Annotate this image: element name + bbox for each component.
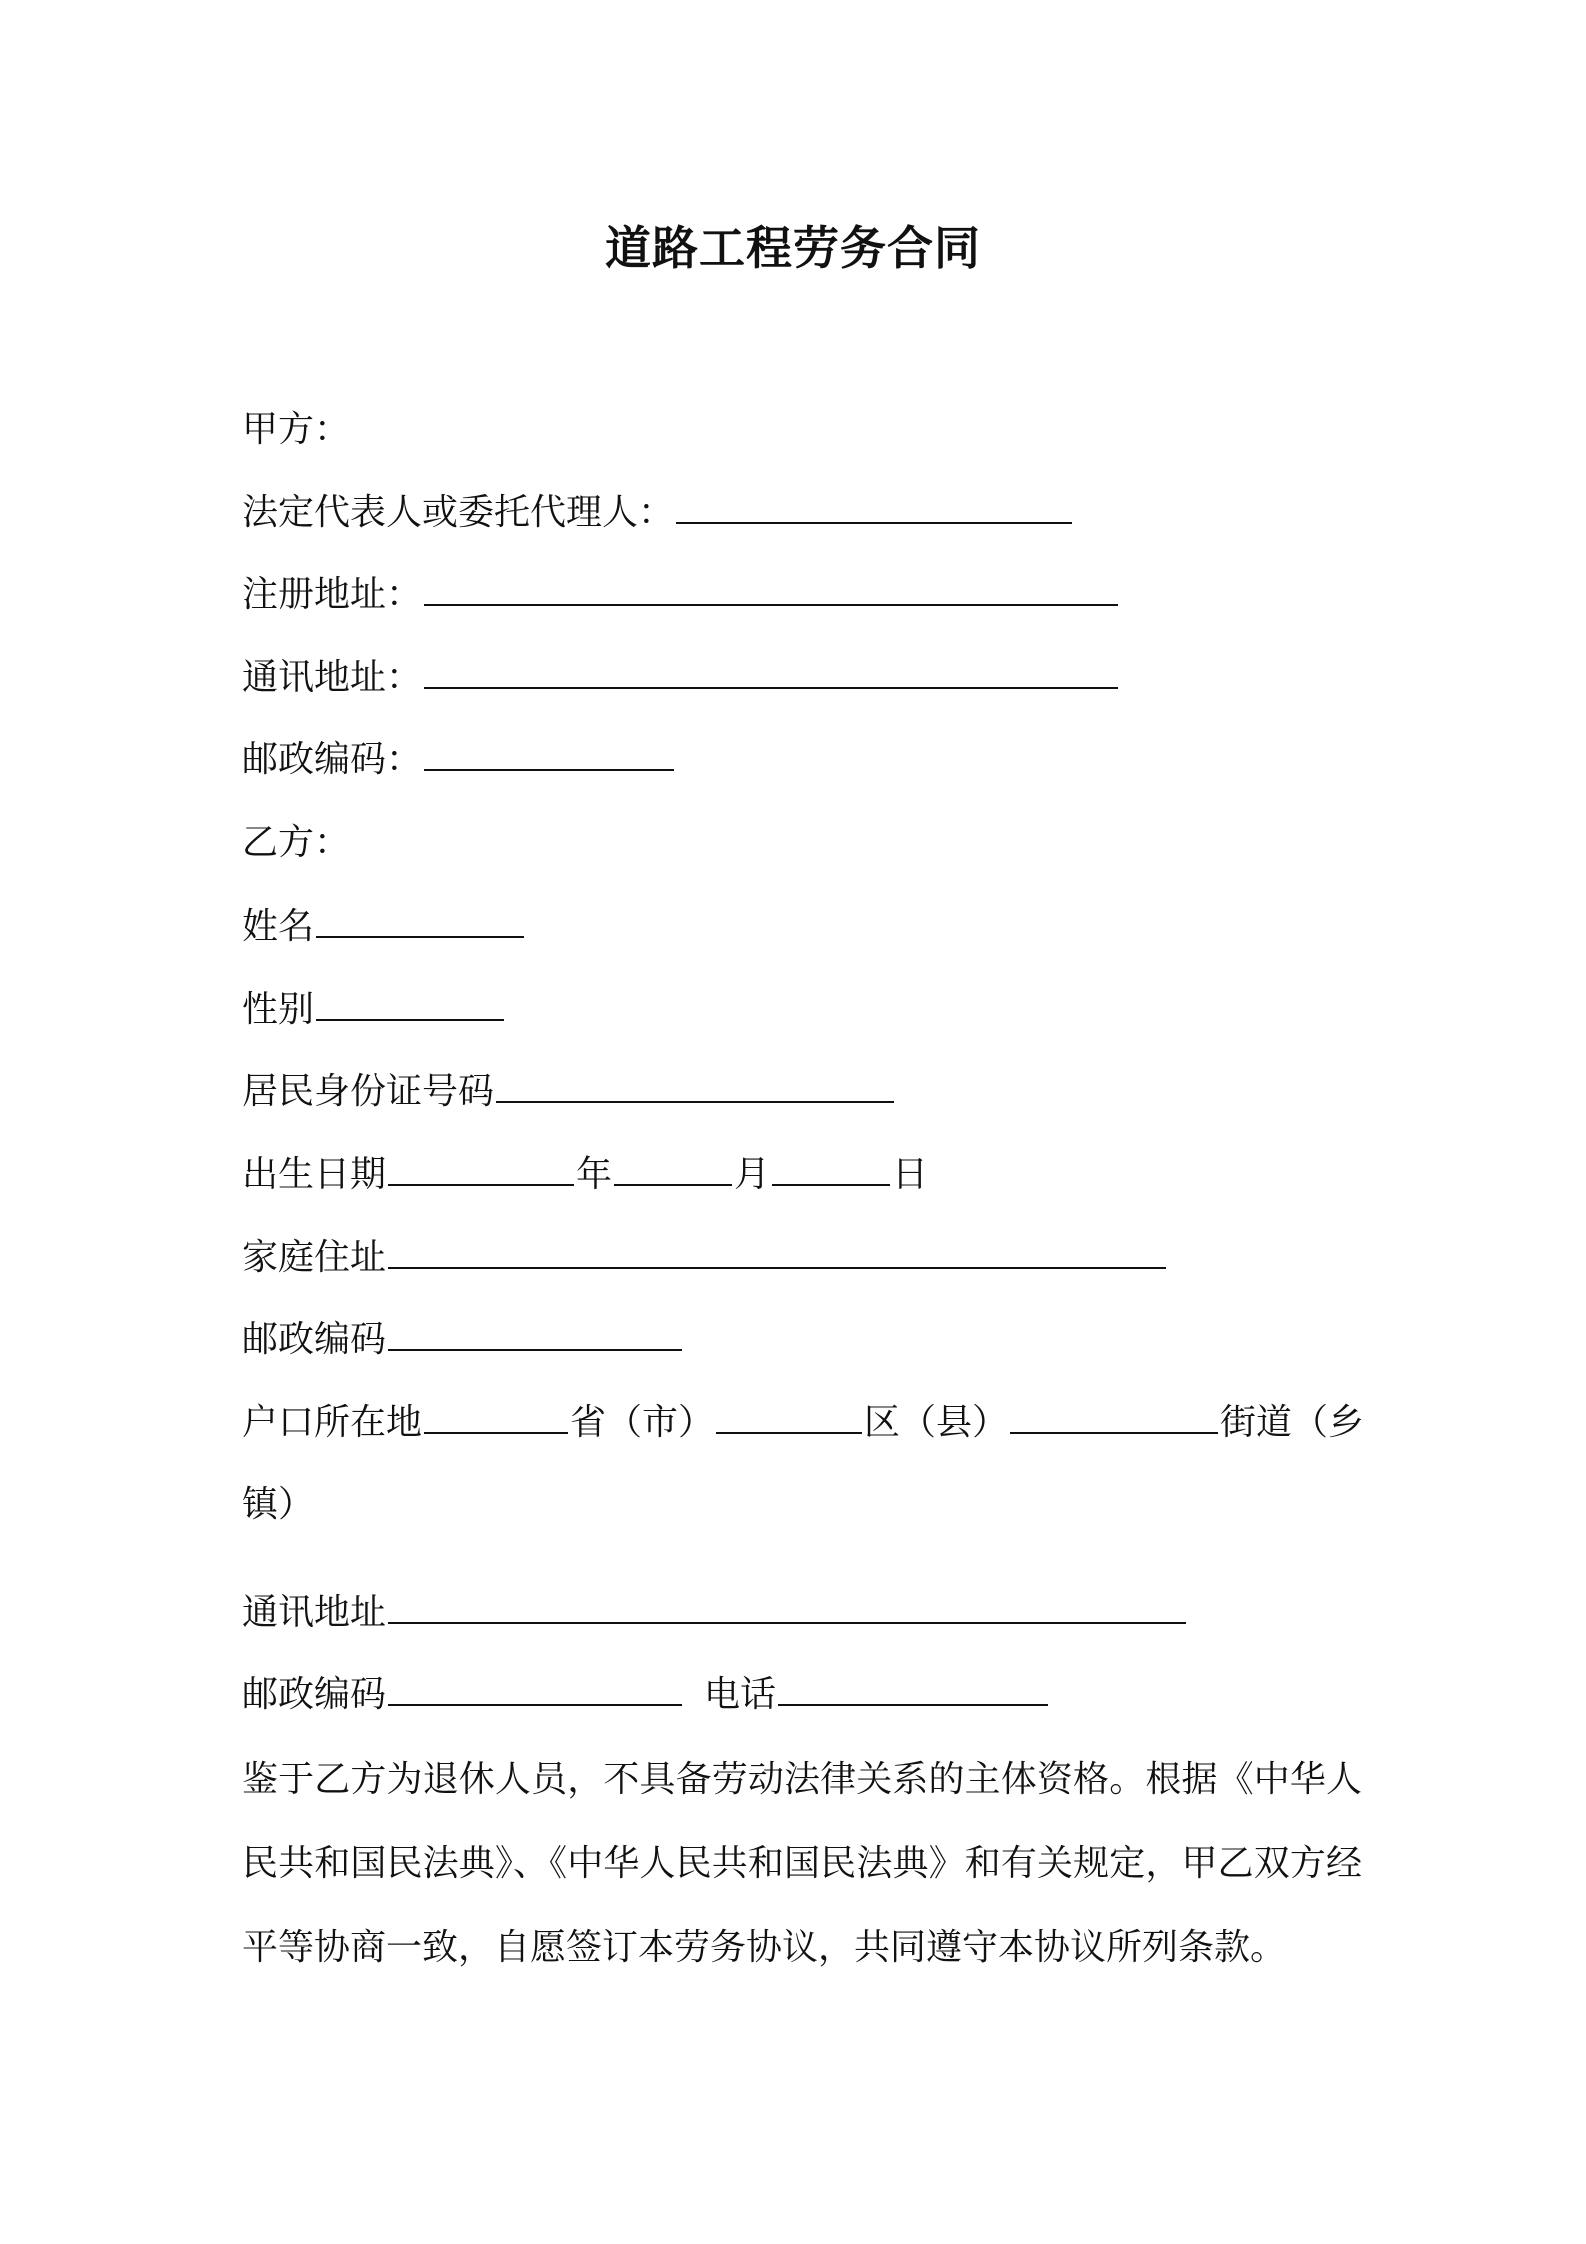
district-label: 区（县） [864, 1402, 1009, 1443]
mailing-address-blank[interactable] [424, 653, 1118, 689]
hukou-label: 户口所在地 [242, 1402, 423, 1443]
party-b-birth-date-row [242, 1150, 928, 1200]
name-label: 姓名 [242, 906, 315, 947]
id-number-blank[interactable] [496, 1067, 894, 1103]
registered-address-blank[interactable] [424, 570, 1118, 606]
home-address-blank[interactable] [388, 1233, 1166, 1269]
party-a-mailing-address-row [242, 653, 1120, 703]
hukou-street-blank[interactable] [1010, 1398, 1218, 1434]
party-b-mailing-address-row [242, 1588, 1188, 1638]
gender-label: 性别 [242, 989, 315, 1030]
party-a-postal-code-row [242, 735, 676, 785]
party-a-representative-row [242, 488, 1074, 538]
phone-blank[interactable] [778, 1670, 1048, 1706]
day-label: 日 [892, 1154, 929, 1195]
hukou-province-blank[interactable] [424, 1398, 568, 1434]
id-number-label: 居民身份证号码 [242, 1071, 495, 1112]
month-label: 月 [734, 1154, 771, 1195]
representative-blank[interactable] [676, 488, 1072, 524]
party-a-registered-address-row [242, 570, 1120, 620]
party-b-hukou-row-cont: 镇） [242, 1484, 315, 1525]
birth-year-blank[interactable] [388, 1150, 574, 1186]
document-title: 道路工程劳务合同 [605, 221, 981, 275]
postal-code-label-b: 邮政编码 [242, 1319, 387, 1360]
representative-label: 法定代表人或委托代理人： [242, 492, 675, 533]
registered-address-label: 注册地址： [242, 574, 423, 615]
party-a-heading: 甲方： [242, 409, 351, 450]
party-b-name-row [242, 902, 526, 952]
province-label: 省（市） [570, 1402, 715, 1443]
home-address-label: 家庭住址 [242, 1237, 387, 1278]
preamble-paragraph: 鉴于乙方为退休人员，不具备劳动法律关系的主体资格。根据《中华人民共和国民法典》、《中华人民共和国民法典》和有关规定，甲乙双方经平等协商一致，自愿签订本劳务协议，共同遵守本协议所列条款。 [242, 1759, 1362, 1968]
postal-code-label: 邮政编码： [242, 739, 423, 780]
gender-blank[interactable] [316, 985, 504, 1021]
phone-label: 电话 [704, 1674, 777, 1715]
party-b-postal-phone-row [242, 1670, 1050, 1720]
birth-day-blank[interactable] [772, 1150, 890, 1186]
birth-date-label: 出生日期 [242, 1154, 387, 1195]
postal-code-blank-b[interactable] [388, 1315, 682, 1351]
party-b-home-address-row [242, 1233, 1168, 1283]
mailing-address-label-b: 通讯地址 [242, 1592, 387, 1633]
party-b-heading: 乙方： [242, 822, 351, 863]
street-label: 街道（乡 [1220, 1402, 1365, 1443]
party-b-gender-row [242, 985, 506, 1035]
postal-code-blank[interactable] [424, 735, 674, 771]
birth-month-blank[interactable] [614, 1150, 732, 1186]
hukou-district-blank[interactable] [716, 1398, 862, 1434]
name-blank[interactable] [316, 902, 524, 938]
party-b-postal-code-row [242, 1315, 684, 1365]
postal-code2-label: 邮政编码 [242, 1674, 387, 1715]
mailing-address-blank-b[interactable] [388, 1588, 1186, 1624]
year-label: 年 [576, 1154, 613, 1195]
mailing-address-label: 通讯地址： [242, 657, 423, 698]
party-b-id-row [242, 1067, 896, 1117]
party-b-hukou-row [242, 1398, 1364, 1448]
postal-code2-blank[interactable] [388, 1670, 682, 1706]
